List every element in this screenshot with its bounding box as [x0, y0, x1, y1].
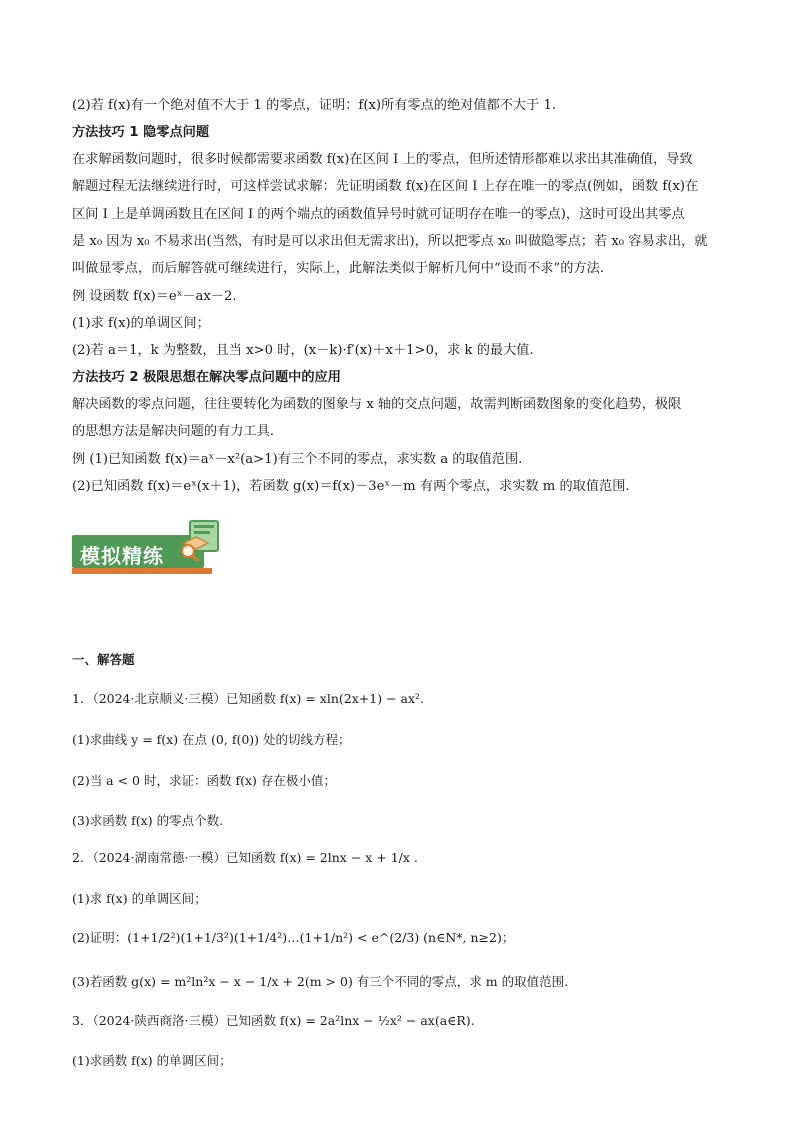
question-2-part: (1)求 f(x) 的单调区间； [72, 891, 207, 906]
question-2-part: (2)证明：(1+1/2²)(1+1/3²)(1+1/4²)…(1+1/n²) < e^(2/3) (n∈N*, n≥2)； [72, 930, 515, 945]
text-line: (2)已知函数 f(x)＝eˣ(x＋1)，若函数 g(x)＝f(x)－3eˣ－m 有两个零点，求实数 m 的取值范围. [72, 479, 630, 494]
text-line: 区间 I 上是单调函数且在区间 I 的两个端点的函数值异号时就可证明存在唯一的零点)，这时可设出其零点 [72, 207, 685, 222]
text-line: 的思想方法是解决问题的有力工具. [72, 424, 275, 439]
text-line: 解题过程无法继续进行时，可这样尝试求解：先证明函数 f(x)在区间 I 上存在唯一的零点(例如，函数 f(x)在 [72, 179, 699, 194]
question-1: 1．（2024·北京顺义·三模）已知函数 f(x) = xln(2x+1) − ax². [72, 691, 424, 706]
section-heading: 一、解答题 [72, 652, 135, 667]
question-1-part: (3)求函数 f(x) 的零点个数. [72, 813, 224, 828]
question-1-part: (1)求曲线 y = f(x) 在点 (0, f(0)) 处的切线方程； [72, 732, 351, 747]
text-line: 解决函数的零点问题，往往要转化为函数的图象与 x 轴的交点问题，故需判断函数图象的变化趋势，极限 [72, 397, 682, 412]
book-magnifier-icon [176, 515, 226, 565]
example-line: 例 (1)已知函数 f(x)＝aˣ－x²(a>1)有三个不同的零点，求实数 a 的取值范围. [72, 452, 523, 467]
method-heading-1: 方法技巧 1 隐零点问题 [72, 125, 210, 140]
question-3: 3．（2024·陕西商洛·三模）已知函数 f(x) = 2a²lnx − ½x² − ax(a∈R). [72, 1013, 475, 1028]
text-line: (2)若 a＝1，k 为整数，且当 x>0 时，(x－k)·f′(x)＋x＋1>0，求 k 的最大值. [72, 343, 534, 358]
example-line: 例 设函数 f(x)＝eˣ－ax－2. [72, 289, 237, 304]
text-line: (2)若 f(x)有一个绝对值不大于 1 的零点，证明：f(x)所有零点的绝对值都不大于 1. [72, 98, 557, 113]
text-line: 是 x₀ 因为 x₀ 不易求出(当然，有时是可以求出但无需求出)，所以把零点 x₀ 叫做隐零点；若 x₀ 容易求出，就 [72, 234, 708, 249]
section-banner [72, 527, 222, 577]
text-line: 叫做显零点，而后解答就可继续进行，实际上，此解法类似于解析几何中“设而不求”的方法. [72, 261, 604, 276]
text-line: 在求解函数问题时，很多时候都需要求函数 f(x)在区间 I 上的零点，但所述情形都难以求出其准确值，导致 [72, 152, 693, 167]
method-heading-2: 方法技巧 2 极限思想在解决零点问题中的应用 [72, 370, 341, 385]
text-line: (1)求 f(x)的单调区间； [72, 316, 210, 331]
question-2: 2．（2024·湖南常德·一模）已知函数 f(x) = 2lnx − x + 1/x . [72, 850, 418, 865]
question-1-part: (2)当 a < 0 时，求证：函数 f(x) 存在极小值； [72, 773, 336, 788]
question-2-part: (3)若函数 g(x) = m²ln²x − x − 1/x + 2(m > 0) 有三个不同的零点，求 m 的取值范围. [72, 974, 569, 989]
question-3-part: (1)求函数 f(x) 的单调区间； [72, 1053, 232, 1068]
banner-title: 模拟精练 [80, 544, 164, 568]
